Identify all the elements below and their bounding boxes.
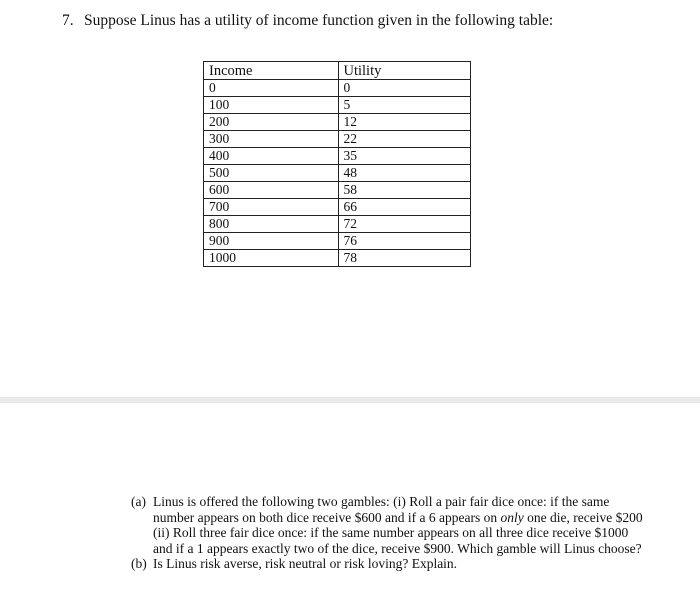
table-row bbox=[204, 114, 471, 131]
income-header: Income bbox=[204, 62, 339, 80]
table-row bbox=[204, 216, 471, 233]
part-a-text-end: one die, receive $200 (ii) Roll three fair dice once: if the same number appears on all three dice receive $1000 and if a 1 appears exactly two of the dice, receive $900. Which gamble will Linus choose? bbox=[153, 509, 643, 556]
question-text: Suppose Linus has a utility of income function given in the following table: bbox=[84, 12, 554, 29]
utility-cell: 78 bbox=[338, 250, 471, 267]
part-a bbox=[131, 494, 651, 556]
utility-cell: 0 bbox=[338, 80, 471, 97]
utility-cell: 66 bbox=[338, 199, 471, 216]
part-b-text: Is Linus risk averse, risk neutral or risk loving? Explain. bbox=[153, 556, 458, 571]
utility-cell: 22 bbox=[338, 131, 471, 148]
part-a-text-start: Linus is offered the following two gambles: (i) Roll a pair fair dice once: if the same number appears on both dice receive $600 and if a 6 appears on bbox=[153, 494, 610, 525]
utility-cell: 5 bbox=[338, 97, 471, 114]
part-a-text bbox=[153, 494, 651, 556]
table-row bbox=[204, 131, 471, 148]
utility-header: Utility bbox=[338, 62, 471, 80]
utility-cell: 35 bbox=[338, 148, 471, 165]
utility-cell: 58 bbox=[338, 182, 471, 199]
page-divider bbox=[0, 397, 700, 403]
income-cell: 1000 bbox=[204, 250, 339, 267]
question-number: 7. bbox=[62, 12, 74, 29]
utility-cell: 48 bbox=[338, 165, 471, 182]
table-row bbox=[204, 199, 471, 216]
part-a-emphasis: only bbox=[500, 509, 524, 525]
utility-cell: 76 bbox=[338, 233, 471, 250]
income-cell: 0 bbox=[204, 80, 339, 97]
question-parts bbox=[131, 494, 651, 572]
table-row bbox=[204, 97, 471, 114]
income-cell: 800 bbox=[204, 216, 339, 233]
utility-cell: 72 bbox=[338, 216, 471, 233]
question-heading bbox=[62, 11, 553, 31]
utility-cell: 12 bbox=[338, 114, 471, 131]
table-header-row bbox=[204, 62, 471, 80]
income-cell: 400 bbox=[204, 148, 339, 165]
income-cell: 700 bbox=[204, 199, 339, 216]
income-cell: 300 bbox=[204, 131, 339, 148]
income-cell: 500 bbox=[204, 165, 339, 182]
part-a-label: (a) bbox=[131, 494, 146, 509]
income-cell: 200 bbox=[204, 114, 339, 131]
part-b-label: (b) bbox=[131, 556, 147, 571]
income-cell: 600 bbox=[204, 182, 339, 199]
table-row bbox=[204, 250, 471, 267]
income-cell: 900 bbox=[204, 233, 339, 250]
income-cell: 100 bbox=[204, 97, 339, 114]
utility-table bbox=[203, 61, 471, 267]
table-row bbox=[204, 148, 471, 165]
table-row bbox=[204, 233, 471, 250]
table-row bbox=[204, 165, 471, 182]
table-row bbox=[204, 80, 471, 97]
part-b bbox=[131, 556, 651, 572]
table-row bbox=[204, 182, 471, 199]
